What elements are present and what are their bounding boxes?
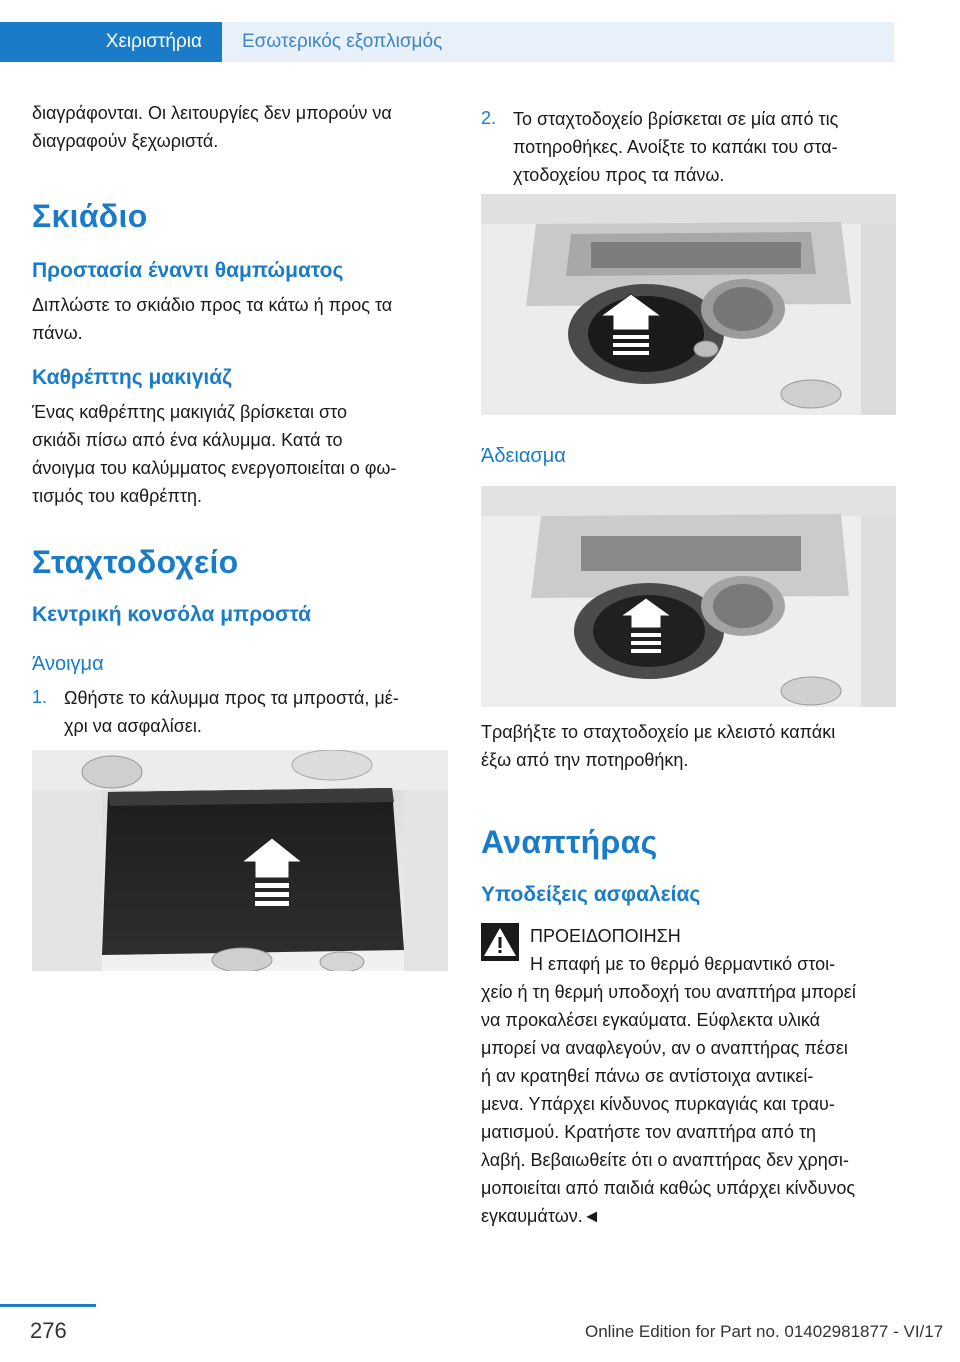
page-number: 276	[30, 1318, 67, 1343]
tab-controls[interactable]	[0, 22, 222, 62]
heading-safety-notes: Υποδείξεις ασφαλείας	[481, 883, 701, 906]
step-2-line-1: Το σταχτοδοχείο βρίσκεται σε μία από τις	[513, 109, 839, 129]
step-1-line-1: Ωθήστε το κάλυμμα προς τα μπροστά, μέ-	[64, 688, 399, 708]
intro-line-2: διαγραφούν ξεχωριστά.	[32, 131, 219, 151]
heading-sun-visor: Σκιάδιο	[32, 198, 148, 234]
mirror-line-4: τισμός του καθρέπτη.	[32, 486, 202, 506]
warning-line-5: ή αν κρατηθεί πάνω σε αντίστοιχα αντικεί-	[481, 1066, 814, 1086]
step-2-number: 2.	[481, 108, 497, 128]
glare-line-2: πάνω.	[32, 323, 83, 343]
intro-line-1: διαγράφονται. Οι λειτουργίες δεν μπορούν να	[32, 103, 392, 123]
page-header	[0, 0, 960, 62]
mirror-line-3: άνοιγμα του καλύμματος ενεργοποιείται ο φω-	[32, 458, 397, 478]
warning-line-1: Η επαφή με το θερμό θερμαντικό στοι-	[530, 954, 836, 974]
heading-opening: Άνοιγμα	[32, 653, 104, 675]
console-cover-illustration	[32, 750, 448, 971]
heading-center-console-front: Κεντρική κονσόλα μπροστά	[32, 603, 312, 626]
tab-interior-equipment-label: Εσωτερικός εξοπλισμός	[242, 31, 443, 52]
warning-line-9: μοποιείται από παιδιά καθώς υπάρχει κίνδυνος	[481, 1178, 856, 1198]
glare-line-1: Διπλώστε το σκιάδιο προς τα κάτω ή προς τα	[32, 295, 393, 315]
heading-ashtray: Σταχτοδοχείο	[32, 544, 239, 580]
step-1-line-2: χρι να ασφαλίσει.	[64, 716, 202, 736]
warning-line-10: εγκαυμάτων.◄	[481, 1206, 601, 1226]
warning-title: ΠΡΟΕΙΔΟΠΟΙΗΣΗ	[530, 926, 681, 946]
heading-cigarette-lighter: Αναπτήρας	[481, 824, 658, 860]
tab-controls-label: Χειριστήρια	[105, 31, 202, 52]
step-2-line-2: ποτηροθήκες. Ανοίξτε το καπάκι του στα-	[513, 137, 838, 157]
tab-interior-equipment[interactable]	[222, 22, 894, 62]
warning-line-4: μπορεί να αναφλεγούν, αν ο αναπτήρας πέσει	[481, 1038, 848, 1058]
empty-line-2: έξω από την ποτηροθήκη.	[481, 750, 689, 770]
mirror-line-2: σκιάδι πίσω από ένα κάλυμμα. Κατά το	[32, 430, 343, 450]
heading-emptying: Άδειασμα	[481, 445, 566, 467]
heading-glare-protection: Προστασία έναντι θαμπώματος	[32, 259, 344, 282]
warning-line-7: ματισμού. Κρατήστε τον αναπτήρα από τη	[481, 1122, 817, 1142]
warning-line-2: χείο ή τη θερμή υποδοχή του αναπτήρα μπορεί	[481, 982, 856, 1002]
step-2-line-3: χτοδοχείου προς τα πάνω.	[513, 165, 725, 185]
empty-line-1: Τραβήξτε το σταχτοδοχείο με κλειστό καπάκι	[481, 722, 836, 742]
ashtray-open-illustration	[481, 194, 896, 415]
warning-line-8: λαβή. Βεβαιωθείτε ότι ο αναπτήρας δεν χρησι-	[481, 1150, 849, 1170]
edition-info: Online Edition for Part no. 01402981877 - VI/17	[585, 1322, 944, 1341]
mirror-line-1: Ένας καθρέπτης μακιγιάζ βρίσκεται στο	[32, 402, 347, 422]
warning-line-3: να προκαλέσει εγκαύματα. Εύφλεκτα υλικά	[481, 1010, 821, 1030]
warning-triangle-icon	[481, 923, 519, 961]
warning-line-6: μενα. Υπάρχει κίνδυνος πυρκαγιάς και τραυ-	[481, 1094, 835, 1114]
heading-vanity-mirror: Καθρέπτης μακιγιάζ	[32, 366, 232, 389]
step-1-number: 1.	[32, 687, 48, 707]
ashtray-closed-illustration	[481, 486, 896, 707]
footer-accent-line	[0, 1304, 96, 1307]
